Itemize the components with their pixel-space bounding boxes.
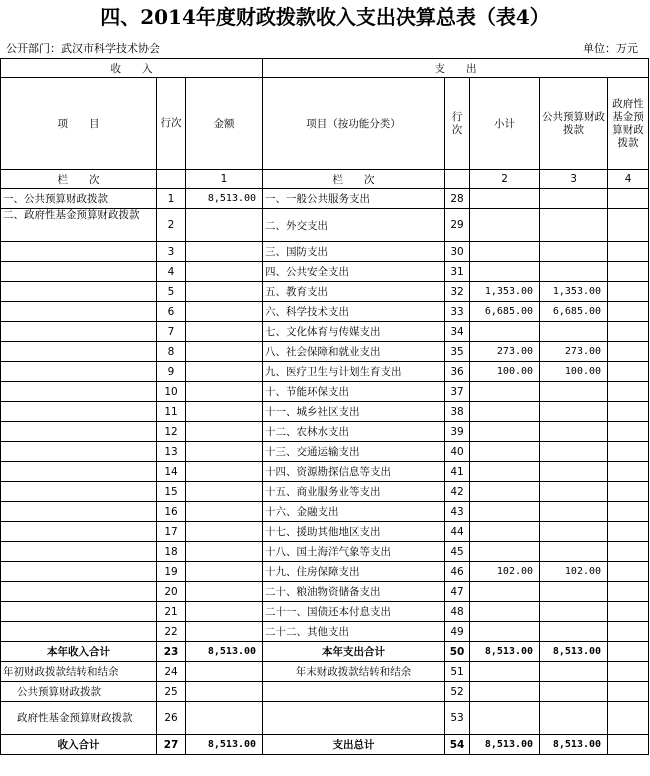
table-row xyxy=(1,502,649,522)
gov-fund-cell xyxy=(608,402,649,422)
income-line-cell: 25 xyxy=(157,682,186,702)
expense-line-cell: 31 xyxy=(445,262,470,282)
line-header-income: 行次 xyxy=(157,78,186,170)
subtotal-cell: 8,513.00 xyxy=(470,735,540,755)
total-row xyxy=(1,682,649,702)
income-line-cell: 12 xyxy=(157,422,186,442)
table-row xyxy=(1,482,649,502)
income-line-cell: 21 xyxy=(157,602,186,622)
table-row xyxy=(1,342,649,362)
expense-item-cell: 十四、资源勘探信息等支出 xyxy=(263,462,445,482)
expense-item-cell xyxy=(263,682,445,702)
expense-line-cell: 52 xyxy=(445,682,470,702)
expense-line-cell: 34 xyxy=(445,322,470,342)
income-item-cell: 本年收入合计 xyxy=(1,642,157,662)
expense-item-cell: 十八、国土海洋气象等支出 xyxy=(263,542,445,562)
public-budget-cell xyxy=(540,542,608,562)
subtotal-cell xyxy=(470,382,540,402)
subtotal-cell: 100.00 xyxy=(470,362,540,382)
subtotal-cell xyxy=(470,422,540,442)
income-line-cell: 27 xyxy=(157,735,186,755)
income-item-cell xyxy=(1,382,157,402)
subtotal-cell xyxy=(470,662,540,682)
total-row xyxy=(1,702,649,735)
total-row xyxy=(1,642,649,662)
expense-item-cell: 六、科学技术支出 xyxy=(263,302,445,322)
expense-item-cell: 四、公共安全支出 xyxy=(263,262,445,282)
income-line-cell: 22 xyxy=(157,622,186,642)
subtotal-cell: 102.00 xyxy=(470,562,540,582)
gov-fund-cell xyxy=(608,662,649,682)
gov-fund-cell xyxy=(608,602,649,622)
expense-item-cell: 七、文化体育与传媒支出 xyxy=(263,322,445,342)
expense-item-cell: 十一、城乡社区支出 xyxy=(263,402,445,422)
col-num-empty xyxy=(445,170,470,189)
income-item-cell xyxy=(1,282,157,302)
income-item-cell: 收入合计 xyxy=(1,735,157,755)
income-amount-cell xyxy=(186,302,263,322)
income-item-cell: 政府性基金预算财政拨款 xyxy=(1,702,157,735)
income-amount-cell xyxy=(186,402,263,422)
gov-fund-cell xyxy=(608,362,649,382)
income-item-cell xyxy=(1,442,157,462)
col-label-income: 栏 次 xyxy=(1,170,157,189)
expense-line-cell: 48 xyxy=(445,602,470,622)
income-item-cell xyxy=(1,262,157,282)
income-amount-cell xyxy=(186,622,263,642)
subtotal-cell xyxy=(470,242,540,262)
expense-item-cell: 十七、援助其他地区支出 xyxy=(263,522,445,542)
expense-line-cell: 35 xyxy=(445,342,470,362)
total-row xyxy=(1,662,649,682)
income-line-cell: 17 xyxy=(157,522,186,542)
col-label-expense: 栏 次 xyxy=(263,170,445,189)
table-row xyxy=(1,462,649,482)
gov-fund-cell xyxy=(608,242,649,262)
income-item-cell xyxy=(1,542,157,562)
income-amount-cell xyxy=(186,602,263,622)
expense-line-cell: 45 xyxy=(445,542,470,562)
table-row xyxy=(1,542,649,562)
expense-line-cell: 42 xyxy=(445,482,470,502)
public-budget-cell xyxy=(540,682,608,702)
expense-line-cell: 54 xyxy=(445,735,470,755)
income-item-cell xyxy=(1,402,157,422)
table-row xyxy=(1,282,649,302)
expense-line-cell: 46 xyxy=(445,562,470,582)
expense-item-cell: 支出总计 xyxy=(263,735,445,755)
expense-line-cell: 29 xyxy=(445,209,470,242)
expense-line-cell: 43 xyxy=(445,502,470,522)
subtotal-cell xyxy=(470,682,540,702)
subtotal-cell: 6,685.00 xyxy=(470,302,540,322)
income-amount-cell: 8,513.00 xyxy=(186,642,263,662)
gov-fund-cell xyxy=(608,282,649,302)
gov-fund-cell xyxy=(608,735,649,755)
expense-item-cell: 十九、住房保障支出 xyxy=(263,562,445,582)
income-amount-cell xyxy=(186,662,263,682)
expense-header: 支 出 xyxy=(263,59,649,78)
expense-item-cell: 十五、商业服务业等支出 xyxy=(263,482,445,502)
income-item-cell xyxy=(1,362,157,382)
income-amount-cell xyxy=(186,422,263,442)
income-amount-cell: 8,513.00 xyxy=(186,735,263,755)
income-line-cell: 3 xyxy=(157,242,186,262)
table-row xyxy=(1,582,649,602)
expense-line-cell: 50 xyxy=(445,642,470,662)
gov-fund-cell xyxy=(608,189,649,209)
income-line-cell: 8 xyxy=(157,342,186,362)
subtotal-cell xyxy=(470,502,540,522)
gov-fund-cell xyxy=(608,422,649,442)
public-budget-header: 公共预算财政拨款 xyxy=(540,78,608,170)
subtotal-cell xyxy=(470,402,540,422)
subtotal-cell: 1,353.00 xyxy=(470,282,540,302)
income-line-cell: 15 xyxy=(157,482,186,502)
expense-item-cell: 十三、交通运输支出 xyxy=(263,442,445,462)
expense-item-cell: 三、国防支出 xyxy=(263,242,445,262)
report-meta xyxy=(0,36,650,58)
subtotal-cell xyxy=(470,462,540,482)
public-budget-cell: 8,513.00 xyxy=(540,642,608,662)
gov-fund-cell xyxy=(608,382,649,402)
income-line-cell: 20 xyxy=(157,582,186,602)
income-line-cell: 6 xyxy=(157,302,186,322)
income-amount-cell xyxy=(186,362,263,382)
income-amount-cell xyxy=(186,482,263,502)
public-budget-cell xyxy=(540,502,608,522)
public-budget-cell xyxy=(540,189,608,209)
income-line-cell: 7 xyxy=(157,322,186,342)
table-row xyxy=(1,622,649,642)
public-budget-cell: 8,513.00 xyxy=(540,735,608,755)
income-amount-cell: 8,513.00 xyxy=(186,189,263,209)
expense-line-cell: 39 xyxy=(445,422,470,442)
table-row xyxy=(1,322,649,342)
amount-header: 金额 xyxy=(186,78,263,170)
public-budget-cell xyxy=(540,622,608,642)
expense-line-cell: 32 xyxy=(445,282,470,302)
item-header: 项 目 xyxy=(1,78,157,170)
income-amount-cell xyxy=(186,582,263,602)
public-budget-cell: 273.00 xyxy=(540,342,608,362)
col-num-2: 2 xyxy=(470,170,540,189)
income-line-cell: 14 xyxy=(157,462,186,482)
gov-fund-cell xyxy=(608,302,649,322)
income-item-cell xyxy=(1,482,157,502)
department-label: 公开部门：武汉市科学技术协会 xyxy=(6,42,160,55)
income-item-cell xyxy=(1,302,157,322)
gov-fund-cell xyxy=(608,322,649,342)
income-line-cell: 23 xyxy=(157,642,186,662)
expense-line-cell: 40 xyxy=(445,442,470,462)
income-amount-cell xyxy=(186,382,263,402)
table-row xyxy=(1,602,649,622)
income-line-cell: 24 xyxy=(157,662,186,682)
expense-item-cell: 二十、粮油物资储备支出 xyxy=(263,582,445,602)
income-amount-cell xyxy=(186,262,263,282)
table-row xyxy=(1,382,649,402)
income-line-cell: 16 xyxy=(157,502,186,522)
gov-fund-cell xyxy=(608,702,649,735)
expense-item-cell xyxy=(263,702,445,735)
public-budget-cell xyxy=(540,702,608,735)
income-item-cell xyxy=(1,522,157,542)
income-item-cell xyxy=(1,582,157,602)
table-row xyxy=(1,522,649,542)
subtotal-cell xyxy=(470,702,540,735)
table-row xyxy=(1,302,649,322)
gov-fund-cell xyxy=(608,502,649,522)
subtotal-header: 小计 xyxy=(470,78,540,170)
income-line-cell: 2 xyxy=(157,209,186,242)
expense-item-cell: 二、外交支出 xyxy=(263,209,445,242)
income-item-cell xyxy=(1,422,157,442)
expense-item-cell: 十二、农林水支出 xyxy=(263,422,445,442)
expense-item-cell: 一、一般公共服务支出 xyxy=(263,189,445,209)
table-row xyxy=(1,562,649,582)
subtotal-cell xyxy=(470,602,540,622)
public-budget-cell xyxy=(540,209,608,242)
public-budget-cell: 6,685.00 xyxy=(540,302,608,322)
gov-fund-cell xyxy=(608,482,649,502)
expense-line-cell: 36 xyxy=(445,362,470,382)
subtotal-cell xyxy=(470,322,540,342)
income-item-cell xyxy=(1,502,157,522)
income-item-cell xyxy=(1,322,157,342)
expense-item-cell: 本年支出合计 xyxy=(263,642,445,662)
income-line-cell: 19 xyxy=(157,562,186,582)
gov-fund-cell xyxy=(608,542,649,562)
public-budget-cell xyxy=(540,242,608,262)
expense-line-cell: 49 xyxy=(445,622,470,642)
table-row xyxy=(1,189,649,209)
public-budget-cell xyxy=(540,402,608,422)
subtotal-cell xyxy=(470,482,540,502)
col-num-4: 4 xyxy=(608,170,649,189)
table-row xyxy=(1,209,649,242)
expense-item-cell: 十六、金融支出 xyxy=(263,502,445,522)
gov-fund-cell xyxy=(608,562,649,582)
budget-summary-table xyxy=(0,58,649,755)
expense-line-cell: 41 xyxy=(445,462,470,482)
income-line-cell: 26 xyxy=(157,702,186,735)
gov-fund-cell xyxy=(608,262,649,282)
public-budget-cell xyxy=(540,262,608,282)
income-amount-cell xyxy=(186,702,263,735)
col-num-1: 1 xyxy=(186,170,263,189)
gov-fund-cell xyxy=(608,209,649,242)
expense-item-cell: 二十一、国债还本付息支出 xyxy=(263,602,445,622)
income-line-cell: 13 xyxy=(157,442,186,462)
subtotal-cell xyxy=(470,189,540,209)
total-row xyxy=(1,735,649,755)
table-row xyxy=(1,242,649,262)
income-item-cell: 年初财政拨款结转和结余 xyxy=(1,662,157,682)
income-amount-cell xyxy=(186,462,263,482)
income-amount-cell xyxy=(186,322,263,342)
func-item-header: 项目（按功能分类） xyxy=(263,78,445,170)
expense-item-cell: 八、社会保障和就业支出 xyxy=(263,342,445,362)
public-budget-cell xyxy=(540,382,608,402)
expense-item-cell: 九、医疗卫生与计划生育支出 xyxy=(263,362,445,382)
income-header: 收 入 xyxy=(1,59,263,78)
income-line-cell: 4 xyxy=(157,262,186,282)
gov-fund-cell xyxy=(608,582,649,602)
expense-item-cell: 年末财政拨款结转和结余 xyxy=(263,662,445,682)
public-budget-cell xyxy=(540,482,608,502)
subtotal-cell xyxy=(470,442,540,462)
income-line-cell: 18 xyxy=(157,542,186,562)
report-title: 四、2014年度财政拨款收入支出决算总表（表4） xyxy=(100,5,550,29)
public-budget-cell xyxy=(540,442,608,462)
expense-line-cell: 47 xyxy=(445,582,470,602)
gov-fund-cell xyxy=(608,642,649,662)
income-line-cell: 1 xyxy=(157,189,186,209)
expense-line-cell: 30 xyxy=(445,242,470,262)
public-budget-cell xyxy=(540,422,608,442)
public-budget-cell: 100.00 xyxy=(540,362,608,382)
income-amount-cell xyxy=(186,209,263,242)
income-item-cell xyxy=(1,342,157,362)
subtotal-cell xyxy=(470,209,540,242)
subtotal-cell: 8,513.00 xyxy=(470,642,540,662)
income-amount-cell xyxy=(186,342,263,362)
col-num-3: 3 xyxy=(540,170,608,189)
income-line-cell: 10 xyxy=(157,382,186,402)
subtotal-cell xyxy=(470,582,540,602)
subtotal-cell xyxy=(470,542,540,562)
gov-fund-cell xyxy=(608,342,649,362)
income-amount-cell xyxy=(186,242,263,262)
income-amount-cell xyxy=(186,442,263,462)
public-budget-cell: 1,353.00 xyxy=(540,282,608,302)
gov-fund-cell xyxy=(608,442,649,462)
public-budget-cell xyxy=(540,582,608,602)
subtotal-cell xyxy=(470,262,540,282)
public-budget-cell xyxy=(540,662,608,682)
income-line-cell: 9 xyxy=(157,362,186,382)
income-amount-cell xyxy=(186,682,263,702)
gov-fund-cell xyxy=(608,522,649,542)
table-row xyxy=(1,262,649,282)
income-amount-cell xyxy=(186,522,263,542)
gov-fund-header: 政府性基金预算财政拨款 xyxy=(608,78,649,170)
line-header-expense: 行次 xyxy=(445,78,470,170)
income-amount-cell xyxy=(186,282,263,302)
expense-line-cell: 37 xyxy=(445,382,470,402)
col-num-empty xyxy=(157,170,186,189)
expense-item-cell: 二十二、其他支出 xyxy=(263,622,445,642)
expense-item-cell: 十、节能环保支出 xyxy=(263,382,445,402)
income-amount-cell xyxy=(186,562,263,582)
income-amount-cell xyxy=(186,542,263,562)
expense-item-cell: 五、教育支出 xyxy=(263,282,445,302)
income-item-cell: 二、政府性基金预算财政拨款 xyxy=(1,209,157,242)
expense-line-cell: 33 xyxy=(445,302,470,322)
income-line-cell: 11 xyxy=(157,402,186,422)
income-amount-cell xyxy=(186,502,263,522)
income-item-cell: 公共预算财政拨款 xyxy=(1,682,157,702)
unit-label: 单位：万元 xyxy=(583,42,638,55)
subtotal-cell: 273.00 xyxy=(470,342,540,362)
income-item-cell xyxy=(1,602,157,622)
income-item-cell: 一、公共预算财政拨款 xyxy=(1,189,157,209)
expense-line-cell: 44 xyxy=(445,522,470,542)
income-item-cell xyxy=(1,562,157,582)
public-budget-cell xyxy=(540,462,608,482)
expense-line-cell: 53 xyxy=(445,702,470,735)
subtotal-cell xyxy=(470,522,540,542)
expense-line-cell: 51 xyxy=(445,662,470,682)
public-budget-cell xyxy=(540,322,608,342)
gov-fund-cell xyxy=(608,462,649,482)
gov-fund-cell xyxy=(608,622,649,642)
income-line-cell: 5 xyxy=(157,282,186,302)
subtotal-cell xyxy=(470,622,540,642)
public-budget-cell: 102.00 xyxy=(540,562,608,582)
table-row xyxy=(1,422,649,442)
expense-line-cell: 28 xyxy=(445,189,470,209)
income-item-cell xyxy=(1,242,157,262)
table-row xyxy=(1,442,649,462)
income-item-cell xyxy=(1,462,157,482)
table-row xyxy=(1,362,649,382)
public-budget-cell xyxy=(540,522,608,542)
expense-line-cell: 38 xyxy=(445,402,470,422)
income-item-cell xyxy=(1,622,157,642)
table-row xyxy=(1,402,649,422)
gov-fund-cell xyxy=(608,682,649,702)
public-budget-cell xyxy=(540,602,608,622)
